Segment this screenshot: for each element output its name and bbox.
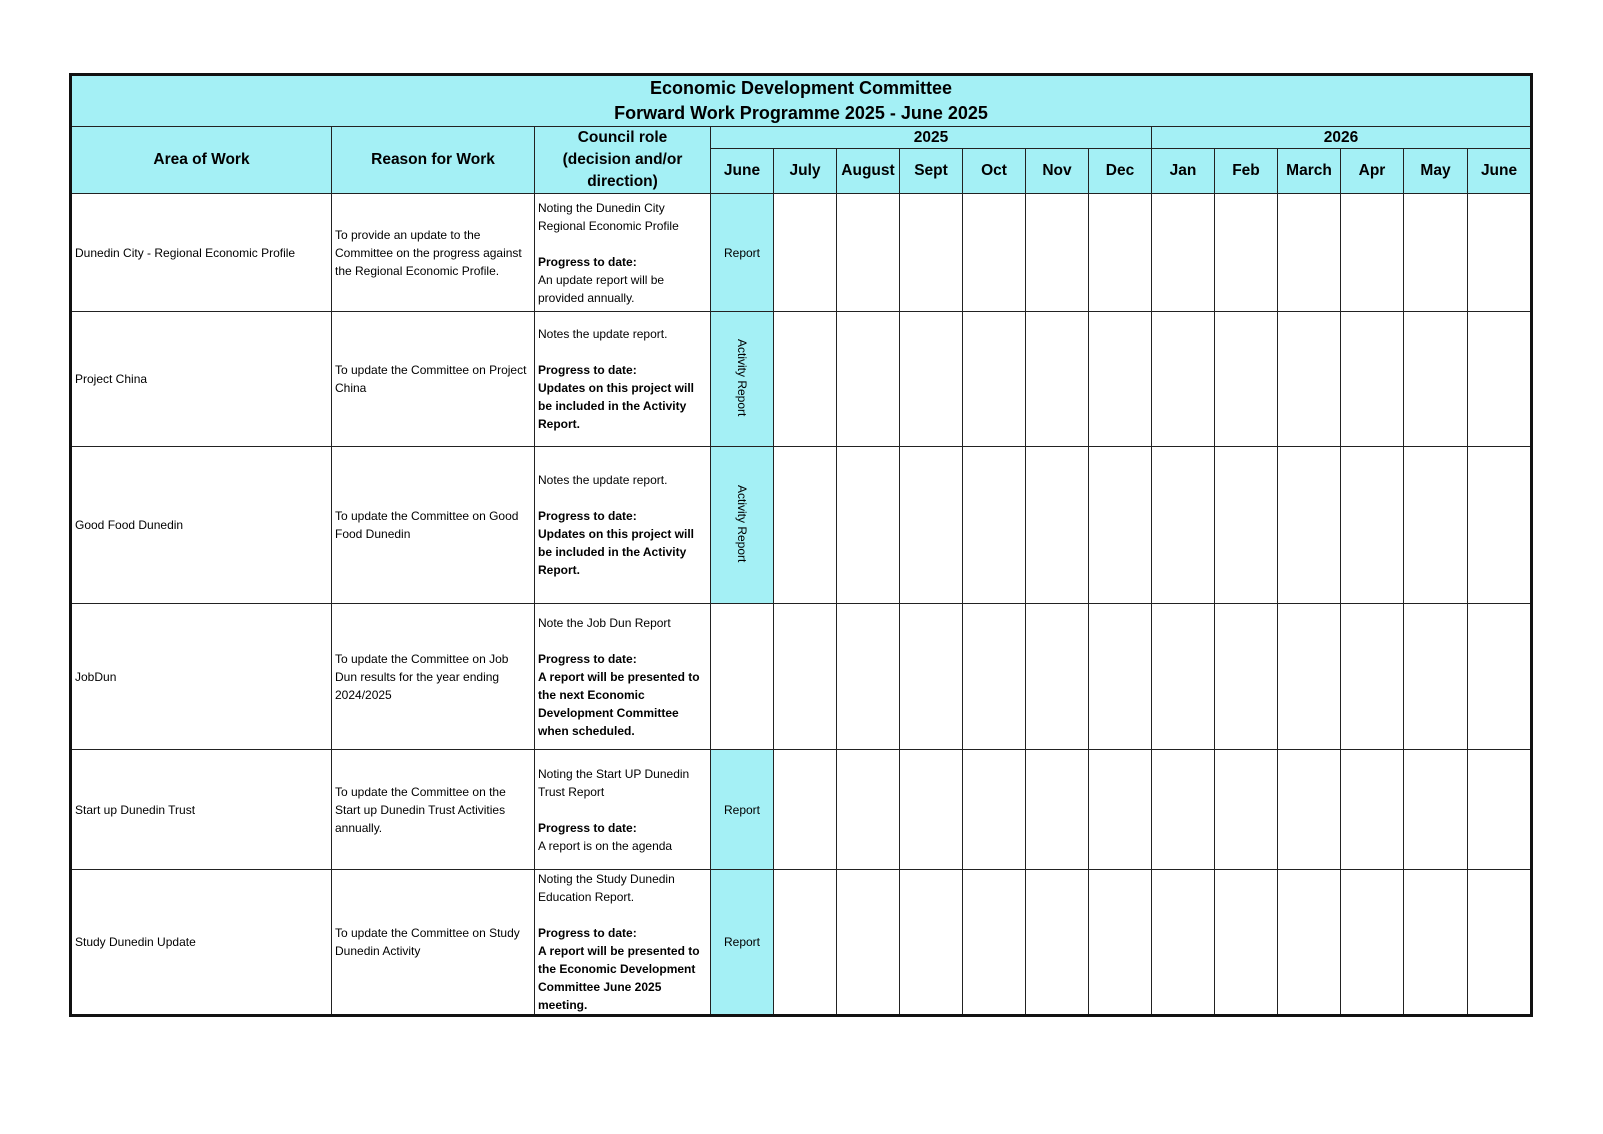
schedule-cell	[1089, 870, 1152, 1016]
area-of-work-cell: Start up Dunedin Trust	[71, 750, 332, 870]
schedule-cell	[1215, 604, 1278, 750]
schedule-cell	[1404, 312, 1468, 447]
schedule-cell	[1468, 447, 1532, 604]
schedule-cell	[1278, 312, 1341, 447]
schedule-cell	[1215, 750, 1278, 870]
table-row	[71, 604, 1532, 750]
schedule-cell	[1278, 870, 1341, 1016]
schedule-cell	[1341, 194, 1404, 312]
month-header: Oct	[963, 149, 1026, 194]
council-role-line-2: (decision and/or	[562, 151, 683, 168]
schedule-cell	[837, 194, 900, 312]
reason-for-work-cell: To update the Committee on the Start up Dunedin Trust Activities annually.	[332, 750, 535, 870]
role-text: Note the Job Dun Report	[538, 615, 671, 630]
schedule-cell	[900, 604, 963, 750]
council-role-cell	[535, 312, 711, 447]
role-text: Notes the update report.	[538, 327, 668, 341]
schedule-cell	[1341, 312, 1404, 447]
schedule-cell	[1341, 447, 1404, 604]
title-line-1: Economic Development Committee	[650, 78, 953, 98]
table-row	[71, 750, 1532, 870]
progress-text: An update report will be provided annually.	[538, 272, 665, 305]
schedule-cell	[837, 312, 900, 447]
progress-text: A report will be presented to the next Economic Development Committee when scheduled.	[538, 669, 700, 738]
progress-text: A report will be presented to the Economic Development Committee June 2025 meeting.	[538, 944, 700, 1012]
schedule-cell	[1341, 870, 1404, 1016]
header-reason-for-work: Reason for Work	[332, 127, 535, 194]
progress-text: Updates on this project will be included in the Activity Report.	[538, 527, 695, 577]
june-2025-cell	[711, 870, 774, 1016]
schedule-cell	[1152, 447, 1215, 604]
schedule-label: Activity Report	[735, 484, 749, 563]
schedule-cell	[1404, 194, 1468, 312]
council-role-cell	[535, 750, 711, 870]
schedule-cell	[900, 750, 963, 870]
month-header: May	[1404, 149, 1468, 194]
schedule-cell	[1278, 194, 1341, 312]
council-role-cell	[535, 870, 711, 1016]
june-2025-cell	[711, 750, 774, 870]
schedule-cell	[963, 604, 1026, 750]
council-role-line-1: Council role	[577, 129, 668, 146]
role-text: Noting the Start UP Dunedin Trust Report	[538, 766, 690, 799]
schedule-cell	[1278, 750, 1341, 870]
month-header: June	[1468, 149, 1532, 194]
month-header: June	[711, 149, 774, 194]
schedule-cell	[1341, 750, 1404, 870]
schedule-cell	[1215, 312, 1278, 447]
schedule-cell	[1404, 750, 1468, 870]
year-header-2026: 2026	[1152, 127, 1532, 149]
schedule-cell	[1278, 604, 1341, 750]
schedule-cell	[1278, 447, 1341, 604]
schedule-cell	[1152, 604, 1215, 750]
forward-work-programme-table	[69, 73, 1533, 1017]
schedule-cell	[1026, 604, 1089, 750]
schedule-label: Activity Report	[735, 338, 749, 417]
schedule-cell	[837, 750, 900, 870]
table-row	[71, 447, 1532, 604]
schedule-cell	[1152, 750, 1215, 870]
area-of-work-cell: Project China	[71, 312, 332, 447]
month-header: Feb	[1215, 149, 1278, 194]
schedule-cell	[1026, 750, 1089, 870]
reason-for-work-cell: To update the Committee on Study Dunedin Activity	[332, 870, 535, 1016]
area-of-work-cell: Dunedin City - Regional Economic Profile	[71, 194, 332, 312]
council-role-cell	[535, 194, 711, 312]
schedule-label: Report	[723, 245, 761, 260]
schedule-label: Report	[723, 935, 761, 949]
month-header: July	[774, 149, 837, 194]
schedule-cell	[1404, 604, 1468, 750]
title-line-2: Forward Work Programme 2025 - June 2025	[614, 103, 988, 123]
schedule-cell	[1089, 447, 1152, 604]
schedule-cell	[837, 604, 900, 750]
schedule-cell	[963, 312, 1026, 447]
schedule-cell	[900, 447, 963, 604]
schedule-cell	[774, 312, 837, 447]
area-of-work-cell: Good Food Dunedin	[71, 447, 332, 604]
month-header: Jan	[1152, 149, 1215, 194]
schedule-cell	[1215, 870, 1278, 1016]
schedule-cell	[1152, 870, 1215, 1016]
schedule-cell	[1468, 312, 1532, 447]
schedule-cell	[1404, 447, 1468, 604]
schedule-cell	[1404, 870, 1468, 1016]
schedule-cell	[774, 870, 837, 1016]
schedule-cell	[1341, 604, 1404, 750]
month-header: Dec	[1089, 149, 1152, 194]
month-header: August	[837, 149, 900, 194]
schedule-label: Report	[723, 802, 761, 817]
table-row	[71, 312, 1532, 447]
reason-for-work-cell: To update the Committee on Job Dun results for the year ending 2024/2025	[332, 604, 535, 750]
schedule-cell	[1468, 870, 1532, 1016]
table-row	[71, 194, 1532, 312]
progress-text: A report is on the agenda	[538, 838, 673, 853]
june-2025-cell	[711, 194, 774, 312]
schedule-cell	[1468, 194, 1532, 312]
schedule-cell	[900, 870, 963, 1016]
schedule-cell	[774, 604, 837, 750]
header-council-role	[535, 127, 711, 194]
month-header: March	[1278, 149, 1341, 194]
progress-label: Progress to date:	[538, 651, 637, 666]
schedule-cell	[837, 870, 900, 1016]
schedule-cell	[1026, 312, 1089, 447]
council-role-line-3: direction)	[587, 173, 658, 190]
schedule-cell	[774, 750, 837, 870]
reason-for-work-cell: To update the Committee on Project China	[332, 312, 535, 447]
month-header: Nov	[1026, 149, 1089, 194]
reason-for-work-cell: To update the Committee on Good Food Dunedin	[332, 447, 535, 604]
june-2025-cell	[711, 312, 774, 447]
table-row	[71, 870, 1532, 1016]
june-2025-cell	[711, 604, 774, 750]
schedule-cell	[1026, 447, 1089, 604]
month-header: Sept	[900, 149, 963, 194]
header-area-of-work: Area of Work	[71, 127, 332, 194]
role-text: Notes the update report.	[538, 473, 668, 487]
role-text: Noting the Dunedin City Regional Economic Profile	[538, 200, 679, 233]
schedule-cell	[1026, 194, 1089, 312]
schedule-cell	[900, 194, 963, 312]
schedule-cell	[774, 194, 837, 312]
progress-label: Progress to date:	[538, 926, 637, 940]
schedule-cell	[1152, 312, 1215, 447]
schedule-cell	[1089, 604, 1152, 750]
progress-label: Progress to date:	[538, 820, 637, 835]
schedule-cell	[963, 870, 1026, 1016]
area-of-work-cell: JobDun	[71, 604, 332, 750]
schedule-cell	[1468, 750, 1532, 870]
schedule-cell	[1215, 447, 1278, 604]
year-header-2025: 2025	[711, 127, 1152, 149]
progress-label: Progress to date:	[538, 509, 637, 523]
june-2025-cell	[711, 447, 774, 604]
schedule-cell	[1089, 312, 1152, 447]
schedule-cell	[963, 194, 1026, 312]
progress-label: Progress to date:	[538, 254, 637, 269]
progress-text: Updates on this project will be included in the Activity Report.	[538, 381, 695, 431]
table-title	[71, 75, 1532, 127]
schedule-cell	[1215, 194, 1278, 312]
schedule-cell	[963, 447, 1026, 604]
schedule-cell	[1152, 194, 1215, 312]
council-role-cell	[535, 604, 711, 750]
schedule-cell	[1468, 604, 1532, 750]
schedule-cell	[837, 447, 900, 604]
schedule-cell	[1089, 750, 1152, 870]
progress-label: Progress to date:	[538, 363, 637, 377]
schedule-cell	[963, 750, 1026, 870]
schedule-cell	[1089, 194, 1152, 312]
council-role-cell	[535, 447, 711, 604]
role-text: Noting the Study Dunedin Education Report.	[538, 872, 675, 904]
month-header: Apr	[1341, 149, 1404, 194]
area-of-work-cell: Study Dunedin Update	[71, 870, 332, 1016]
schedule-cell	[1026, 870, 1089, 1016]
schedule-cell	[900, 312, 963, 447]
reason-for-work-cell: To provide an update to the Committee on the progress against the Regional Economic Profile.	[332, 194, 535, 312]
schedule-cell	[774, 447, 837, 604]
